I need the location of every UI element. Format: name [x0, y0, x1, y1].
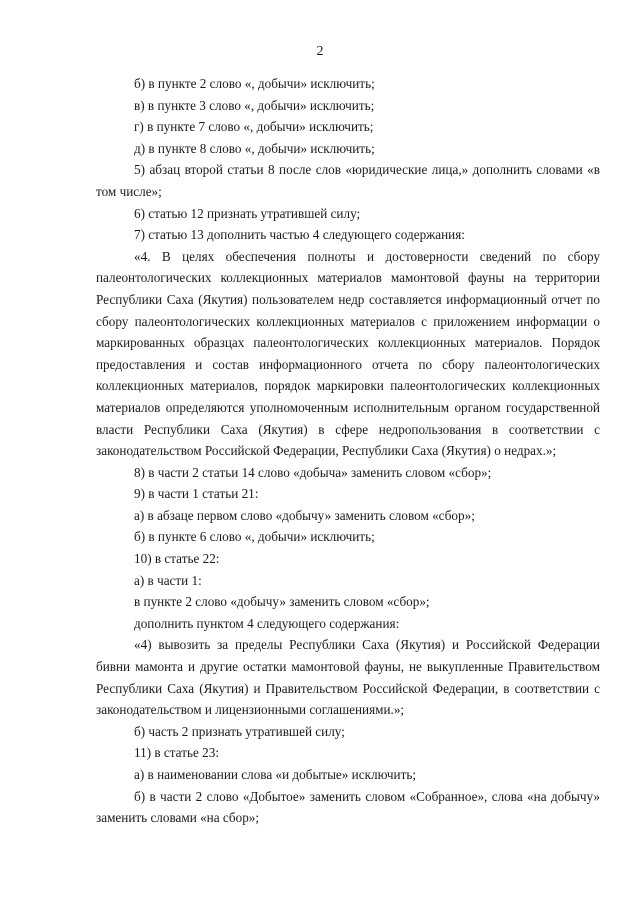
paragraph-item-11: 11) в статье 23:	[134, 745, 219, 761]
paragraph-item-8: 8) в части 2 статьи 14 слово «добыча» заменить словом «сбор»;	[134, 464, 492, 480]
paragraph-item-9a: а) в абзаце первом слово «добычу» заменить словом «сбор»;	[134, 507, 475, 523]
paragraph-new-point-4: «4) вывозить за пределы Республики Саха (Якутия) и Российской Федерации бивни мамонта и другие остатки мамонтовой фауны, не выкупленные Правительством Республики Саха (Якутия) и Правительством Российской Федерации, в соответствии с законодательством и лицензионными соглашениями.»;	[96, 637, 600, 718]
paragraph-item-9: 9) в части 1 статьи 21:	[134, 486, 259, 502]
paragraph-amend-2e: д) в пункте 8 слово «, добычи» исключить;	[134, 140, 375, 156]
paragraph-item-5: 5) абзац второй статьи 8 после слов «юридические лица,» дополнить словами «в том числе»;	[96, 162, 600, 199]
paragraph-amend-2b: б) в пункте 2 слово «, добычи» исключить;	[134, 76, 375, 91]
paragraph-item-6: 6) статью 12 признать утратившей силу;	[134, 205, 361, 221]
paragraph-item-11a: а) в наименовании слова «и добытые» исключить;	[134, 767, 417, 782]
page-number: 2	[316, 44, 324, 59]
paragraph-item-10a-point-2: в пункте 2 слово «добычу» заменить словом «сбор»;	[134, 594, 430, 610]
paragraph-item-7: 7) статью 13 дополнить частью 4 следующего содержания:	[134, 227, 465, 243]
paragraph-item-10a: а) в части 1:	[134, 572, 202, 588]
paragraph-amend-2d: г) в пункте 7 слово «, добычи» исключить;	[134, 119, 374, 135]
paragraph-new-part-4: «4. В целях обеспечения полноты и достоверности сведений по сбору палеонтологических коллекционных материалов мамонтовой фауны на территории Республики Саха (Якутия) пользователем недр составляется информационный отчет по сбору палеонтологических коллекционных материалов с приложением информации о маркированных образцах палеонтологических коллекционных материалов. Порядок предоставления и состав информационного отчета по сбору палеонтологических коллекционных материалов, порядок маркировки палеонтологических коллекционных материалов определяются уполномоченным исполнительным органом государственной власти Республики Саха (Якутия) в сфере недропользования в соответствии с законодательством Российской Федерации, Республики Саха (Якутия) о недрах.»;	[96, 248, 600, 459]
paragraph-amend-2c: в) в пункте 3 слово «, добычи» исключить;	[134, 97, 375, 113]
document-body	[96, 73, 600, 829]
paragraph-item-10b: б) часть 2 признать утратившей силу;	[134, 723, 345, 739]
paragraph-item-11b: б) в части 2 слово «Добытое» заменить словом «Собранное», слова «на добычу» заменить словами «на сбор»;	[96, 788, 600, 826]
paragraph-item-10a-add-point-4: дополнить пунктом 4 следующего содержания:	[134, 615, 400, 631]
paragraph-item-9b: б) в пункте 6 слово «, добычи» исключить;	[134, 529, 375, 545]
paragraph-item-10: 10) в статье 22:	[134, 551, 220, 567]
